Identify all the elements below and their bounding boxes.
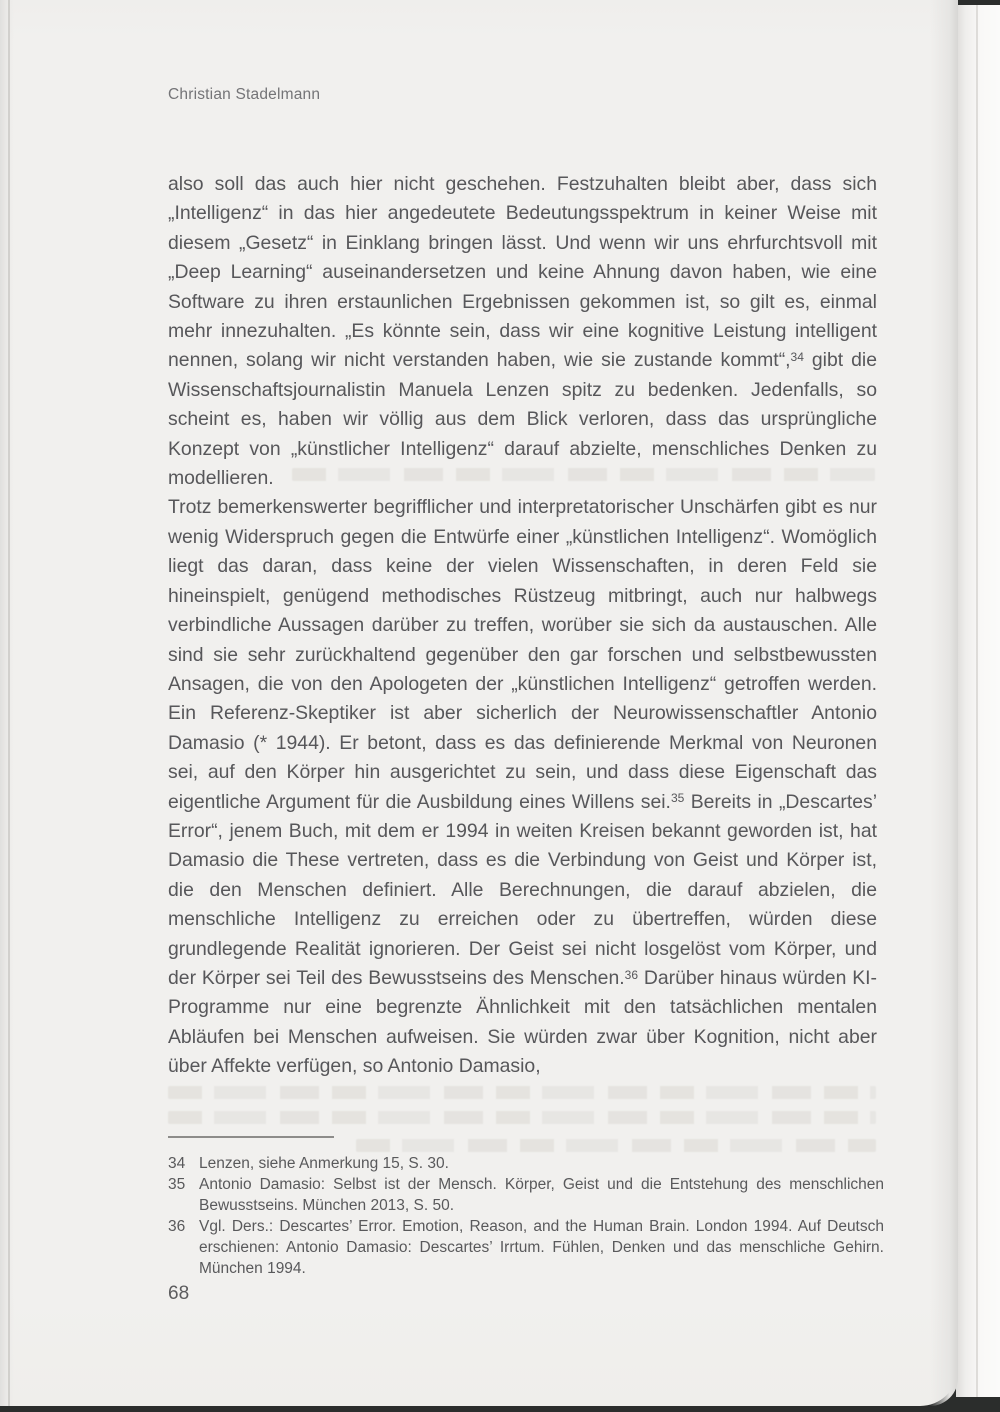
body-text (168, 170, 877, 1082)
adjacent-page-edge (956, 5, 1000, 1397)
footnote (168, 1216, 884, 1279)
footnote-number: 35 (168, 1176, 186, 1193)
footnotes (168, 1153, 884, 1279)
footnote-text: Antonio Damasio: Selbst ist der Mensch. Körper, Geist und die Entstehung des menschlichen Bewusstseins. München 2013, S. 50. (199, 1176, 884, 1214)
footnote-ref-36: 36 (624, 967, 639, 982)
gutter-fold-line (8, 0, 10, 1406)
paragraph-text: Darüber hinaus würden KI-Programme nur eine begrenzte Ähnlichkeit mit den tatsächlichen mentalen Abläufen bei Menschen aufweisen. Sie würden zwar über Kognition, nicht aber über Affekte verfügen, so Antonio Damasio, (168, 966, 877, 1078)
paragraph-text: gibt die Wissenschaftsjournalistin Manuela Lenzen spitz zu bedenken. Jedenfalls, so scheint es, haben wir völlig aus dem Blick verloren, dass das ursprüngliche Konzept von „künstlicher Intelligenz“ darauf abzielte, menschliches Denken zu modellieren. (168, 349, 878, 490)
footnote-ref-35: 35 (670, 791, 685, 806)
footnote-number: 34 (168, 1155, 186, 1172)
footnote-text: Vgl. Ders.: Descartes’ Error. Emotion, Reason, and the Human Brain. London 1994. Auf Deutsch erschienen: Antonio Damasio: Descartes’ Irrtum. Fühlen, Denken und das menschliche Gehirn. München 1994. (199, 1218, 884, 1277)
paragraph-text: Trotz bemerkenswerter begrifflicher und interpretatorischer Unschärfen gibt es nur wenig Widerspruch gegen die Entwürfe einer „künstlichen Intelligenz“. Womöglich liegt das daran, dass keine der vielen Wissenschaften, in deren Feld sie hineinspielt, genügend methodisches Rüstzeug mitbringt, auch nur halbwegs verbindliche Aussagen darüber zu treffen, worüber sie sich da austauschen. Alle sind sie sehr zurückhaltend gegenüber den gar forschen und selbstbewussten Ansagen, die von den Apologeten der „künstlichen Intelligenz“ getroffen werden. Ein Referenz-Skeptiker ist aber sicherlich der Neurowissenschaftler Antonio Damasio (* 1944). Er betont, dass es das definierende Merkmal von Neuronen sei, auf den Körper hin ausgerichtet zu sein, und dass diese Eigenschaft das eigentliche Argument für die Ausbildung eines Willens sei. (168, 496, 877, 813)
running-header: Christian Stadelmann (168, 86, 321, 103)
bleed-through-text (292, 468, 875, 481)
paragraph-text: also soll das auch hier nicht geschehen. Festzuhalten bleibt aber, dass sich „Intelligenz“ in das hier angedeutete Bedeutungsspektrum in keiner Weise mit diesem „Gesetz“ in Einklang bringen lässt. Und wenn wir uns ehrfurchtsvoll mit „Deep Learning“ auseinandersetzen und keine Ahnung davon haben, wie eine Software zu ihren erstaunlichen Ergebnissen gekommen ist, so gilt es, einmal mehr innezuhalten. „Es könnte sein, dass wir eine kognitive Leistung intelligent nennen, solang wir nicht verstanden haben, wie sie zustande kommt“, (168, 173, 877, 372)
paragraph (168, 170, 877, 493)
bleed-through-text (168, 1111, 876, 1124)
page-number: 68 (168, 1283, 190, 1304)
bleed-through-text (168, 1086, 876, 1099)
footnote-ref-34: 34 (790, 350, 804, 365)
paragraph (168, 493, 877, 1081)
page-edge-line (976, 5, 978, 1397)
footnote-separator (168, 1136, 334, 1138)
footnote-text: Lenzen, siehe Anmerkung 15, S. 30. (199, 1155, 449, 1172)
footnote-number: 36 (168, 1218, 186, 1235)
footnote (168, 1174, 884, 1216)
footnote (168, 1153, 884, 1174)
paragraph-text: Bereits in „Descartes’ Error“, jenem Buch, mit dem er 1994 in weiten Kreisen bekannt geworden ist, hat Damasio die These vertreten, dass es die Verbindung von Geist und Körper ist, die den Menschen definiert. Alle Berechnungen, die darauf abzielen, die menschliche Intelligenz zu erreichen oder zu übertreffen, würden diese grundlegende Realität ignorieren. Der Geist sei nicht losgelöst vom Körper, und der Körper sei Teil des Bewusstseins des Menschen. (168, 790, 878, 989)
bleed-through-text (356, 1139, 876, 1152)
